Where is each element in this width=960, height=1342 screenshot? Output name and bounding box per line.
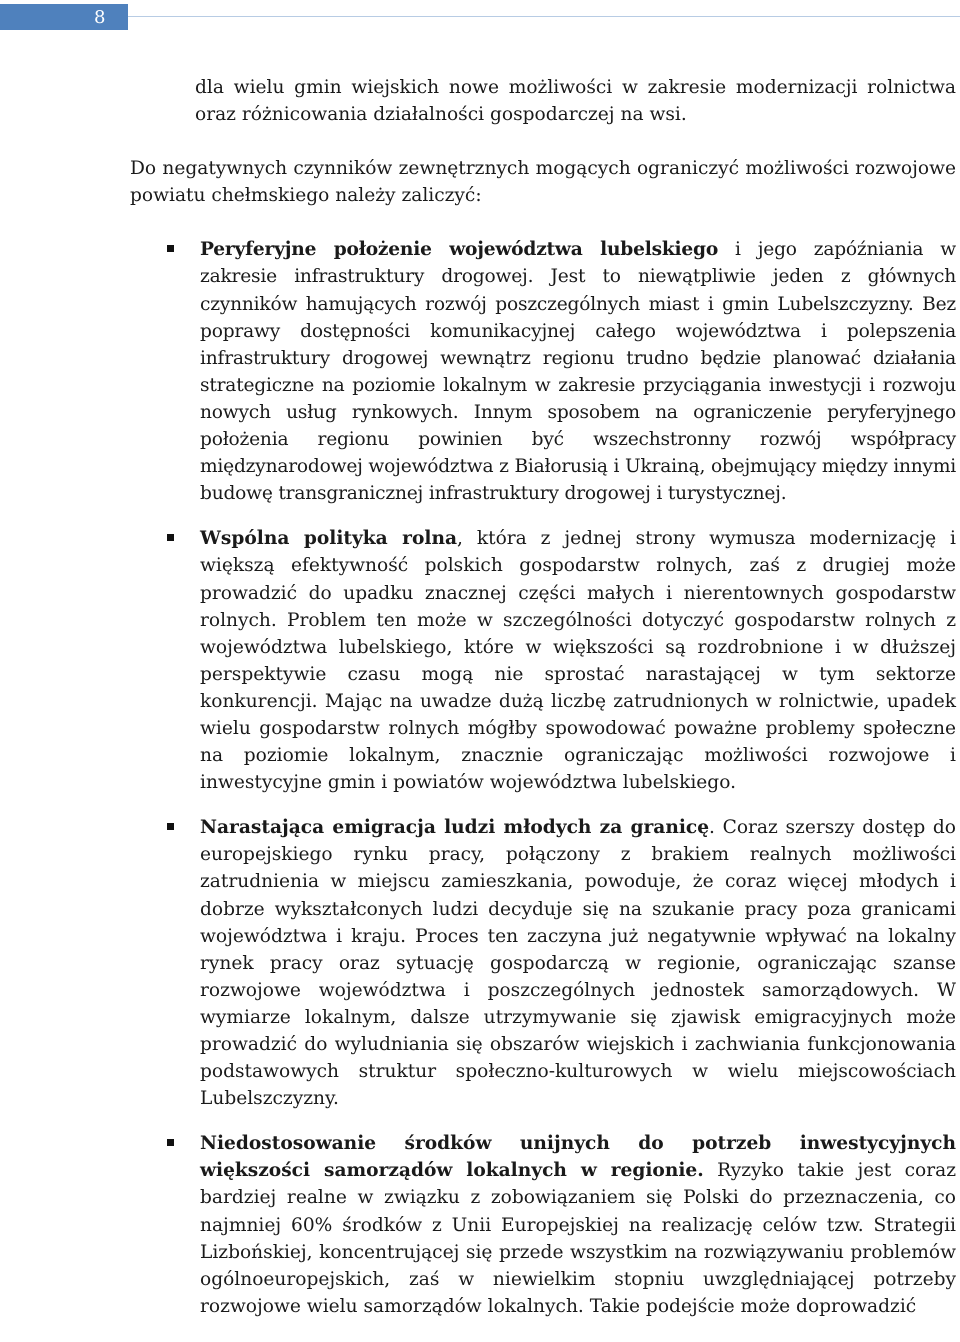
list-item [200,236,956,507]
header-rule [128,16,960,17]
list-item-text [200,814,956,1112]
square-bullet-icon [167,534,174,541]
list-item-body: , która z jednej strony wymusza modernizację i większą efektywność polskich gospodarstw rolnych, zaś z drugiej może prowadzić do upadku znacznej części małych i nierentownych gospodarstw rolnych. Problem ten może w szczególności dotyczyć gospodarstw rolnych z województwa lubelskiego, które w większości są rozdrobnione i w dłuższej perspektywie czasu mogą nie sprostać narastającej w tym sektorze konkurencji. Mając na uwadze dużą liczbę zatrudnionych w rolnictwie, upadek wielu gospodarstw rolnych mógłby spowodować poważne problemy społeczne na poziomie lokalnym, znacznie ograniczając możliwości rozwojowe i inwestycyjne gmin i powiatów województwa lubelskiego. [200,528,956,794]
list-item-text [200,236,956,507]
page-header [0,0,960,40]
list-item [200,814,956,1112]
list-item-body: . Coraz szerszy dostęp do europejskiego rynku pracy, połączony z brakiem realnych możliwości zatrudnienia w miejscu zamieszkania, powoduje, że coraz więcej młodych i dobrze wykształconych ludzi decyduje się na szukanie pracy poza granicami województwa i kraju. Proces ten zaczyna już negatywnie wpływać na lokalny rynek pracy oraz sytuację gospodarczą w regionie, ograniczając szanse rozwojowe województwa i poszczególnych jednostek samorządowych. W wymiarze lokalnym, dalsze utrzymywanie się zjawisk emigracyjnych może prowadzić do wyludniania się obszarów wiejskich i zachwiania funkcjonowania podstawowych struktur społeczno-kulturowych w wielu miejscowościach Lubelszczyzny. [200,817,956,1110]
list-item-text [200,1130,956,1320]
list-item [200,525,956,796]
list-item-text [200,525,956,796]
list-item-heading: Narastająca emigracja ludzi młodych za granicę [200,817,710,839]
list-item-heading: Peryferyjne położenie województwa lubelskiego [200,239,719,261]
page-number-box [0,4,128,30]
square-bullet-icon [167,823,174,830]
page-number: 8 [94,7,106,28]
page-body [0,74,960,1320]
intro-continuation-paragraph: dla wielu gmin wiejskich nowe możliwości w zakresie modernizacji rolnictwa oraz różnicowania działalności gospodarczej na wsi. [195,77,956,126]
list-item-heading: Wspólna polityka rolna [200,528,458,550]
list-item [200,1130,956,1320]
list-item-heading: Niedostosowanie środków unijnych do potrzeb inwestycyjnych większości samorządów lokalnych w regionie. [200,1133,956,1182]
square-bullet-icon [167,1139,174,1146]
threats-list [0,236,960,1320]
list-item-body: i jego zapóźniania w zakresie infrastruktury drogowej. Jest to niewątpliwie jeden z głównych czynników hamujących rozwój poszczególnych miast i gmin Lubelszczyzny. Bez poprawy dostępności komunikacyjnej całego województwa i polepszenia infrastruktury drogowej wewnątrz regionu trudno będzie planować działania strategiczne na poziomie lokalnym w zakresie przyciągania inwestycji i rozwoju nowych usług rynkowych. Innym sposobem na ograniczenie peryferyjnego położenia regionu powinien być wszechstronny rozwój współpracy międzynarodowej województwa z Białorusią i Ukrainą, obejmujący między innymi budowę transgranicznej infrastruktury drogowej i turystycznej. [200,239,956,505]
list-item-body: Ryzyko takie jest coraz bardziej realne w związku z zobowiązaniem się Polski do przeznaczenia, co najmniej 60% środków z Unii Europejskiej na realizację celów tzw. Strategii Lizbońskiej, koncentrującej się przede wszystkim na rozwiązywaniu problemów ogólnoeuropejskich, zaś w niewielkim stopniu uwzględniającej potrzeby rozwojowe wielu samorządów lokalnych. Takie podejście może doprowadzić [200,1160,956,1317]
square-bullet-icon [167,245,174,252]
lead-paragraph: Do negatywnych czynników zewnętrznych mogących ograniczyć możliwości rozwojowe powiatu chełmskiego należy zaliczyć: [130,158,956,207]
